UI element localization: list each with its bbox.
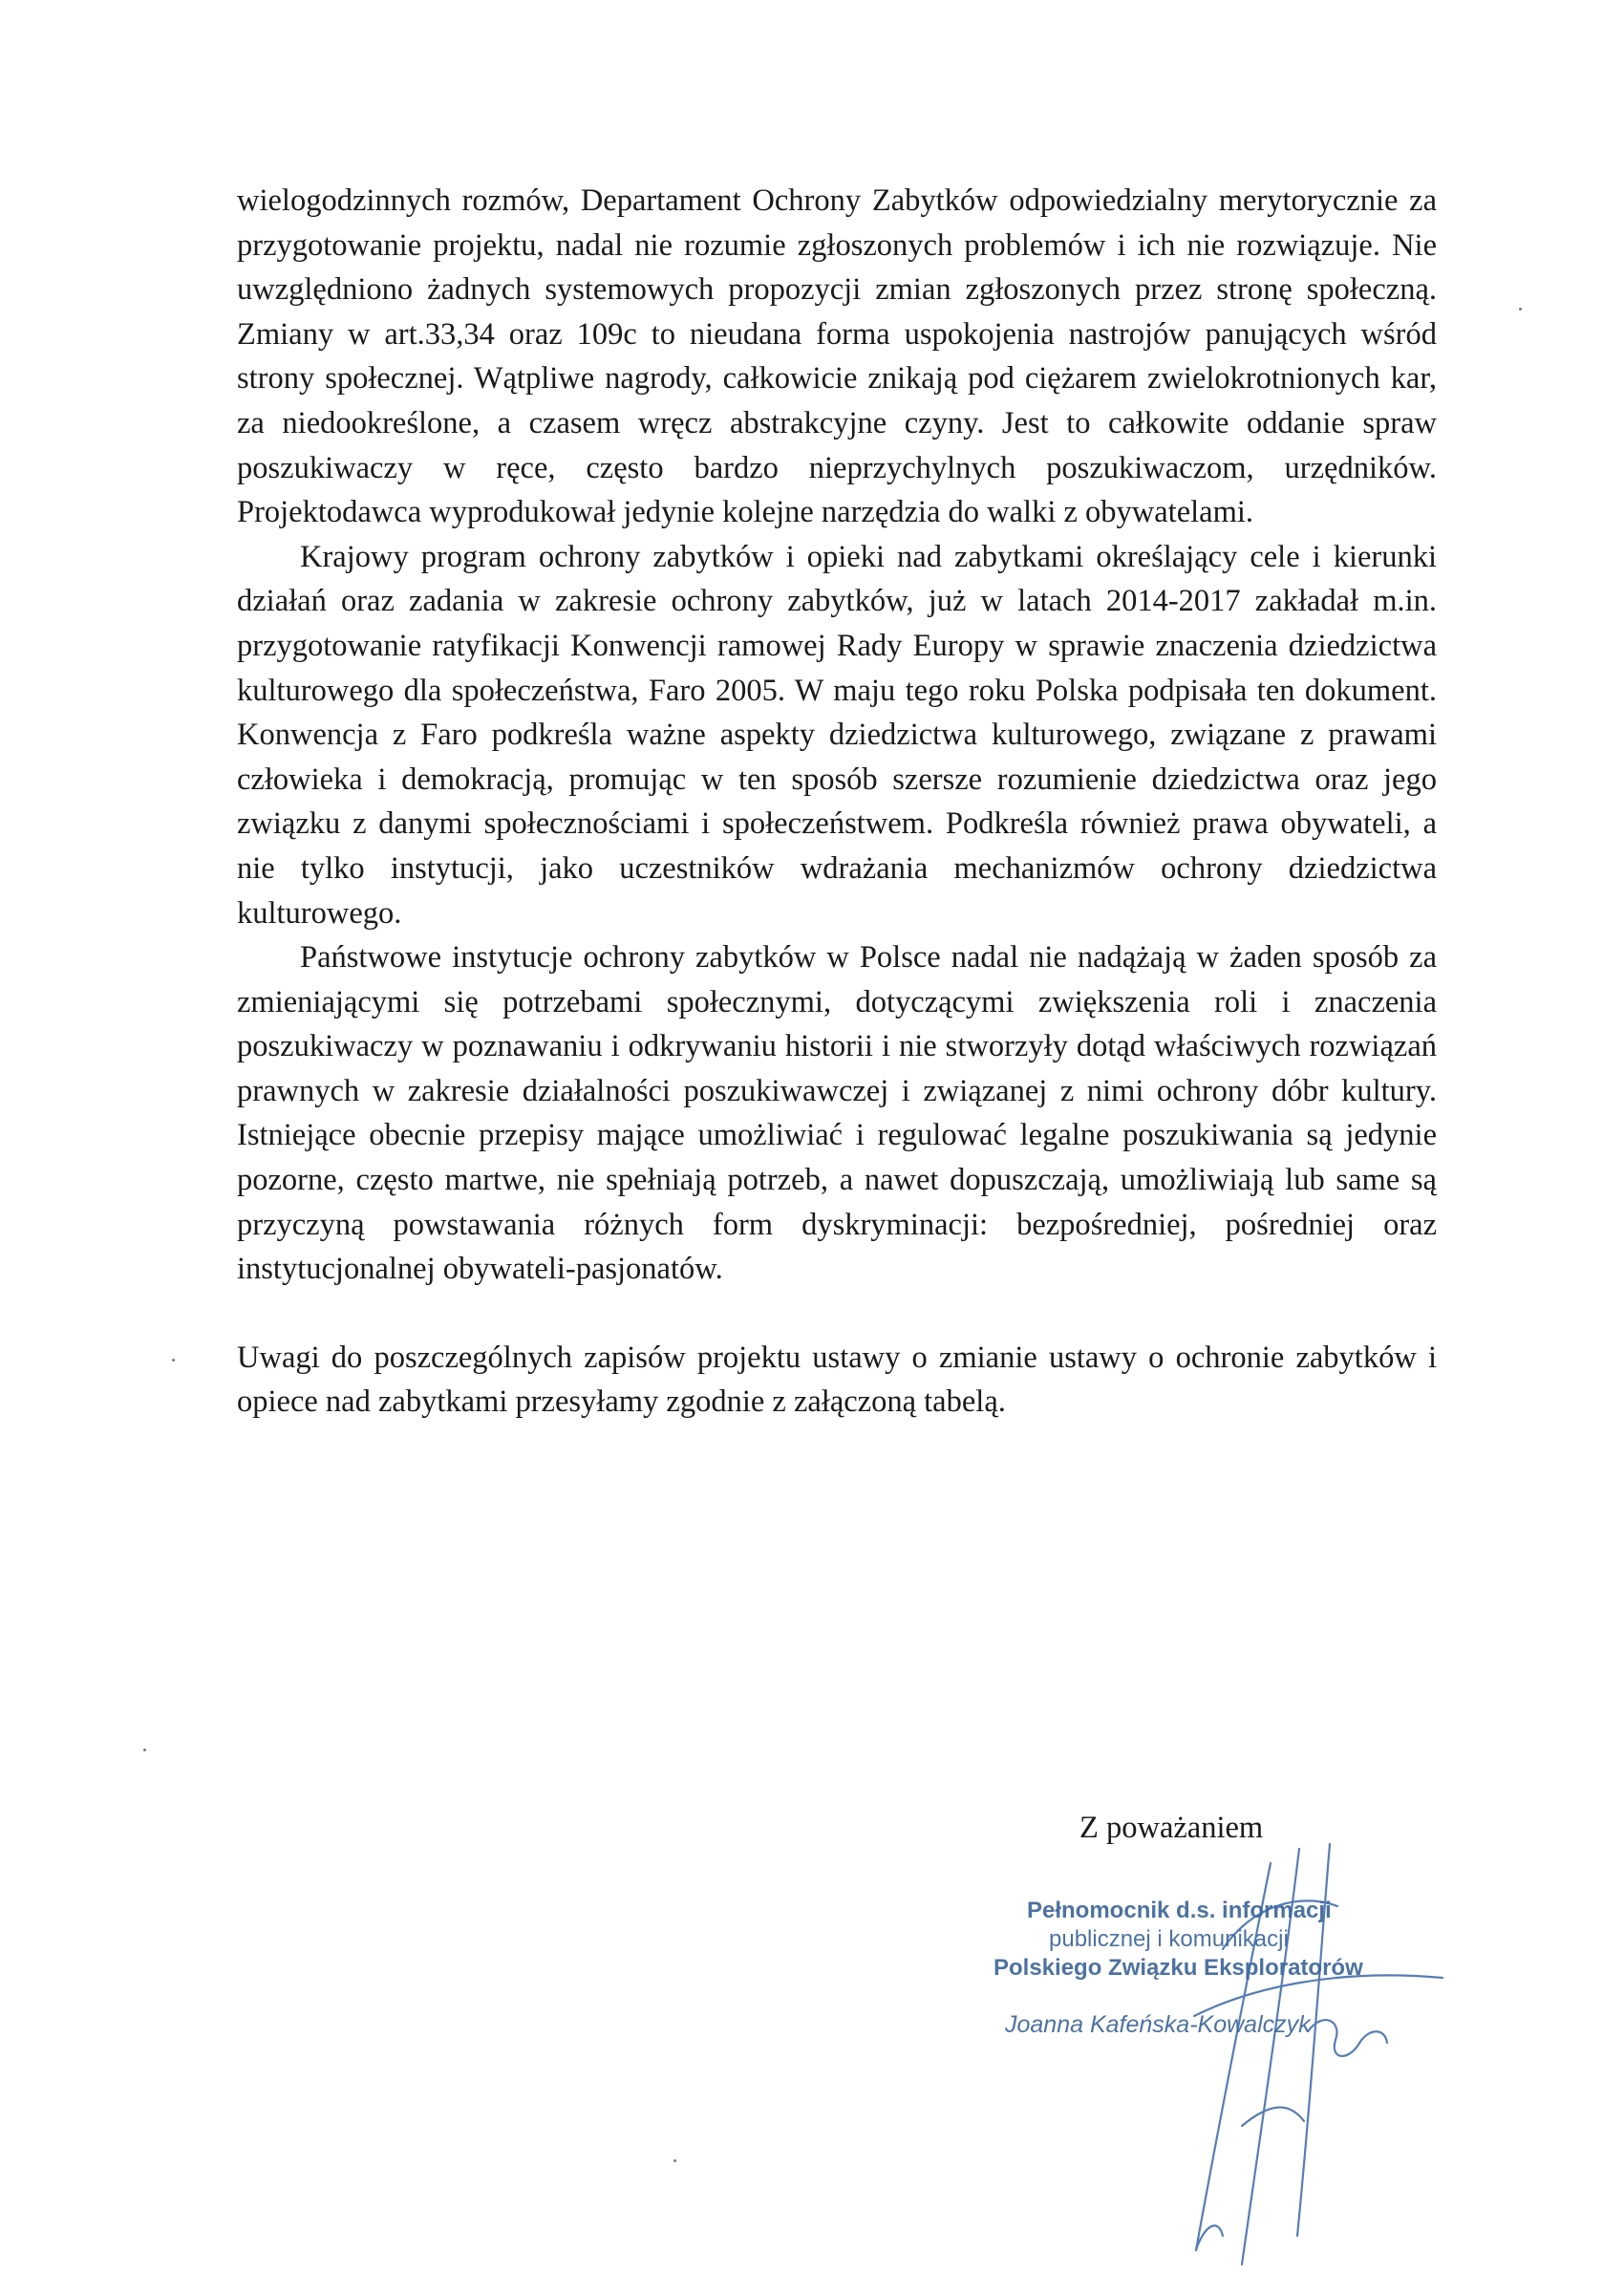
scan-speck bbox=[172, 1359, 175, 1362]
paragraph-state-institutions: Państwowe instytucje ochrony zabytków w Polsce nadal nie nadążają w żaden sposób za zmieniającymi się potrzebami społecznymi, dotyczącymi zwiększenia roli i znaczenia poszukiwaczy w poznawaniu i odkrywaniu historii i nie stworzyły dotąd właściwych rozwiązań prawnych w zakresie działalności poszukiwawczej i związanej z nimi ochrony dóbr kultury. Istniejące obecnie przepisy mające umożliwiać i regulować legalne poszukiwania są jedynie pozorne, często martwe, nie spełniają potrzeb, a nawet dopuszczają, umożliwiają lub same są przyczyną powstawania różnych form dyskryminacji: bezpośredniej, pośredniej oraz instytucjonalnej obywateli-pasjonatów. bbox=[237, 940, 1437, 1287]
paragraph-continuation: wielogodzinnych rozmów, Departament Ochrony Zabytków odpowiedzialny merytorycznie za przygotowanie projektu, nadal nie rozumie zgłoszonych problemów i ich nie rozwiązuje. Nie uwzględniono żadnych systemowych propozycji zmian zgłoszonych przez stronę społeczną. Zmiany w art.33,34 oraz 109c to nieudana forma uspokojenia nastrojów panujących wśród strony społecznej. Wątpliwe nagrody, całkowicie znikają pod ciężarem zwielokrotnionych kar, za niedookreślone, a czasem wręcz abstrakcyjne czyny. Jest to całkowite oddanie spraw poszukiwaczy w ręce, często bardzo nieprzychylnych poszukiwaczom, urzędników. Projektodawca wyprodukował jedynie kolejne narzędzia do walki z obywatelami. bbox=[237, 183, 1437, 530]
scan-speck bbox=[1519, 308, 1522, 311]
scan-speck bbox=[673, 2159, 676, 2162]
paragraph-faro-convention: Krajowy program ochrony zabytków i opieki nad zabytkami określający cele i kierunki działań oraz zadania w zakresie ochrony zabytków, już w latach 2014-2017 zakładał m.in. przygotowanie ratyfikacji Konwencji ramowej Rady Europy w sprawie znaczenia dziedzictwa kulturowego dla społeczeństwa, Faro 2005. W maju tego roku Polska podpisała ten dokument. Konwencja z Faro podkreśla ważne aspekty dziedzictwa kulturowego, związane z prawami człowieka i demokracją, promując w ten sposób szersze rozumienie dziedzictwa oraz jego związku z danymi społecznościami i społeczeństwem. Podkreśla również prawa obywateli, a nie tylko instytucji, jako uczestników wdrażania mechanizmów ochrony dziedzictwa kulturowego. bbox=[237, 539, 1437, 931]
stamp-signatory-name: Joanna Kafeńska-Kowalczyk bbox=[1005, 2011, 1311, 2038]
paragraph-remarks: Uwagi do poszczególnych zapisów projektu ustawy o zmianie ustawy o ochronie zabytków i opiece nad zabytkami przesyłamy zgodnie z załączoną tabelą. bbox=[237, 1340, 1437, 1420]
stamp-line-organization: Polskiego Związku Eksploratorów bbox=[994, 1955, 1363, 1981]
scan-speck bbox=[143, 1748, 146, 1751]
handwritten-signature bbox=[1108, 1815, 1471, 2274]
closing-salutation: Z poważaniem bbox=[1079, 1811, 1264, 1845]
stamp-line-subtitle: publicznej i komunikacji bbox=[1049, 1926, 1289, 1952]
stamp-line-title: Pełnomocnik d.s. informacji bbox=[1027, 1898, 1332, 1923]
letter-body bbox=[237, 179, 1437, 1425]
